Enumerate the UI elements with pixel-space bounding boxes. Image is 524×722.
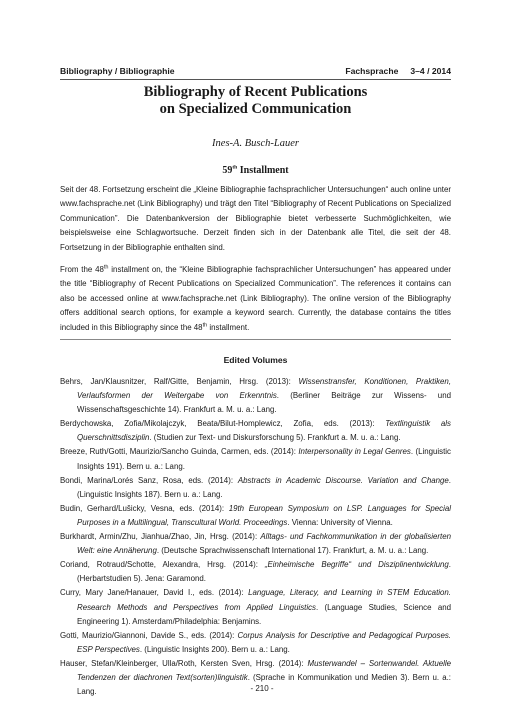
entry-title: Language, Literacy, and Learning in STEM Education. Research Methods and Perspectives from Applied Linguistics [77, 588, 451, 612]
header-rule [60, 79, 451, 80]
entry-authors: Gotti, Maurizio/Giannoni, Davide S., eds. (2014): [60, 630, 238, 640]
entry-title: „Einheimische Begriffe“ und Disziplinentwicklung [264, 560, 449, 570]
intro-en-sup-1: th [103, 264, 109, 271]
bibliography-entry [60, 417, 451, 445]
intro-german: Seit der 48. Fortsetzung erscheint die „Kleine Bibliographie fachsprachlicher Untersuchungen“ auch online unter www.fachsprache.net (Link Bibliography) und trägt den Titel “Bibliography of Recent Publications on Specialized Communication”. Die Datenbankversion der Bibliographie bietet verbesserte Suchmöglichkeiten, wie beispielsweise eine Schlagwortsuche. Derzeit finden sich in der Datenbank alle Titel, die seit der 48. Fortsetzung in der Bibliographie enthalten sind. [60, 185, 451, 252]
entry-rest: . (Deutsche Sprachwissenschaft International 17). Frankfurt, a. M. u. a.: Lang. [156, 546, 429, 556]
entry-rest: . (Linguistic Insights 187). Bern u. a.: Lang. [77, 475, 451, 499]
installment-heading [60, 165, 451, 176]
bibliography-entry [60, 530, 451, 558]
installment-number: 59 [222, 165, 233, 176]
entry-title: Abstracts in Academic Discourse. Variation and Change [237, 475, 449, 485]
section-rule [60, 339, 451, 340]
installment-sup: th [232, 164, 238, 171]
entry-authors: Curry, Mary Jane/Hanauer, David I., eds. (2014): [60, 588, 249, 598]
article-title [60, 84, 451, 118]
intro-en-sup-2: th [202, 322, 208, 328]
header-section: Bibliography / Bibliographie [60, 66, 175, 76]
entry-title: Alltags- und Fachkommunikation in der globalisierten Welt: eine Annäherung [77, 532, 451, 556]
bibliography-entry [60, 375, 451, 417]
section-title: Edited Volumes [223, 355, 288, 365]
entry-title: 19th European Symposium on LSP. Languages for Special Purposes in a Multilingual, Transcultural World. Proceedings [77, 503, 452, 527]
entry-title: Corpus Analysis for Descriptive and Pedagogical Purposes. ESP Perspectives [77, 630, 451, 654]
running-header [60, 66, 451, 76]
bibliography-entry [60, 558, 451, 586]
installment-label: Installment [237, 165, 289, 176]
entry-rest: . Vienna: University of Vienna. [287, 517, 393, 527]
entry-rest: . (Studien zur Text- und Diskursforschung 5). Frankfurt a. M. u. a.: Lang. [149, 433, 401, 443]
entry-rest: . (Sprache in Kommunikation und Medien 3). Bern u. a.: Lang. [77, 672, 451, 697]
entry-title: Interpersonality in Legal Genres [298, 447, 411, 457]
intro-en-part-2: installment on, the “Kleine Bibliographie fachsprachlicher Untersuchungen” has appeared under the title “Bibliography of Recent Publications on Specialized Communication”. The references it contains can also be accessed online at www.fachsprache.net (Link Bibliography). The online version of the Bibliography offers additional search options, for example a keyword search. Currently, the database contains the titles included in this Bibliography since the 48 [60, 265, 451, 332]
header-issue: 3–4 / 2014 [410, 66, 451, 76]
bibliography-entry [60, 502, 451, 530]
bibliography-entry [60, 586, 451, 628]
entry-authors: Budin, Gerhard/Lušicky, Vesna, eds. (2014): [60, 503, 229, 513]
intro-en-part-3: installment. [207, 322, 250, 332]
entry-authors: Coriand, Rotraud/Schotte, Alexandra, Hrsg. (2014): [60, 560, 265, 570]
entry-authors: Hauser, Stefan/Kleinberger, Ulla/Roth, Kersten Sven, Hrsg. (2014): [60, 658, 308, 668]
entry-authors: Breeze, Ruth/Gotti, Maurizio/Sancho Guinda, Carmen, eds. (2014): [60, 447, 299, 457]
entry-authors: Burkhardt, Armin/Zhu, Jianhua/Zhao, Jin, Hrsg. (2014): [60, 532, 261, 542]
entry-rest: . (Berliner Beiträge zur Wissens- und Wissenschaftsgeschichte 14). Frankfurt a. M. u. a.: Lang. [77, 391, 451, 415]
header-right [345, 66, 451, 76]
entry-rest: . (Linguistic Insights 191). Bern u. a.: Lang. [77, 447, 451, 471]
entry-title: Wissenstransfer, Konditionen, Praktiken, Verlaufsformen der Weitergabe von Erkenntnis [77, 377, 452, 401]
title-line-2: on Specialized Communication [159, 101, 352, 117]
page-number: - 210 - [250, 684, 274, 693]
bibliography-entry [60, 629, 451, 657]
intro-en-part-1: From the 48 [60, 265, 104, 274]
title-line-1: Bibliography of Recent Publications [143, 84, 368, 100]
entry-title: Textlinguistik als Querschnittsdisziplin [77, 419, 451, 443]
intro-english [60, 263, 451, 335]
header-journal: Fachsprache [345, 66, 399, 76]
bibliography-entry [60, 445, 451, 473]
bibliography-list [60, 375, 451, 699]
entry-title: Musterwandel – Sortenwandel. Aktuelle Tendenzen der diachronen Text(sorten)linguistik [77, 658, 452, 682]
entry-rest: . (Linguistic Insights 200). Bern u. a.: Lang. [139, 644, 290, 654]
author: Ines-A. Busch-Lauer [212, 138, 299, 149]
entry-authors: Bondi, Marina/Lorés Sanz, Rosa, eds. (2014): [60, 475, 238, 485]
entry-rest: . (Language Studies, Science and Engineering 1). Amsterdam/Philadelphia: Benjamins. [77, 602, 451, 626]
entry-authors: Behrs, Jan/Klausnitzer, Ralf/Gitte, Benjamin, Hrsg. (2013): [60, 377, 299, 386]
entry-rest: . (Herbartstudien 5). Jena: Garamond. [77, 560, 451, 584]
bibliography-entry [60, 474, 451, 502]
entry-authors: Berdychowska, Zofia/Mikolajczyk, Beata/Bilut-Homplewicz, Zofia, eds. (2013): [60, 419, 386, 429]
